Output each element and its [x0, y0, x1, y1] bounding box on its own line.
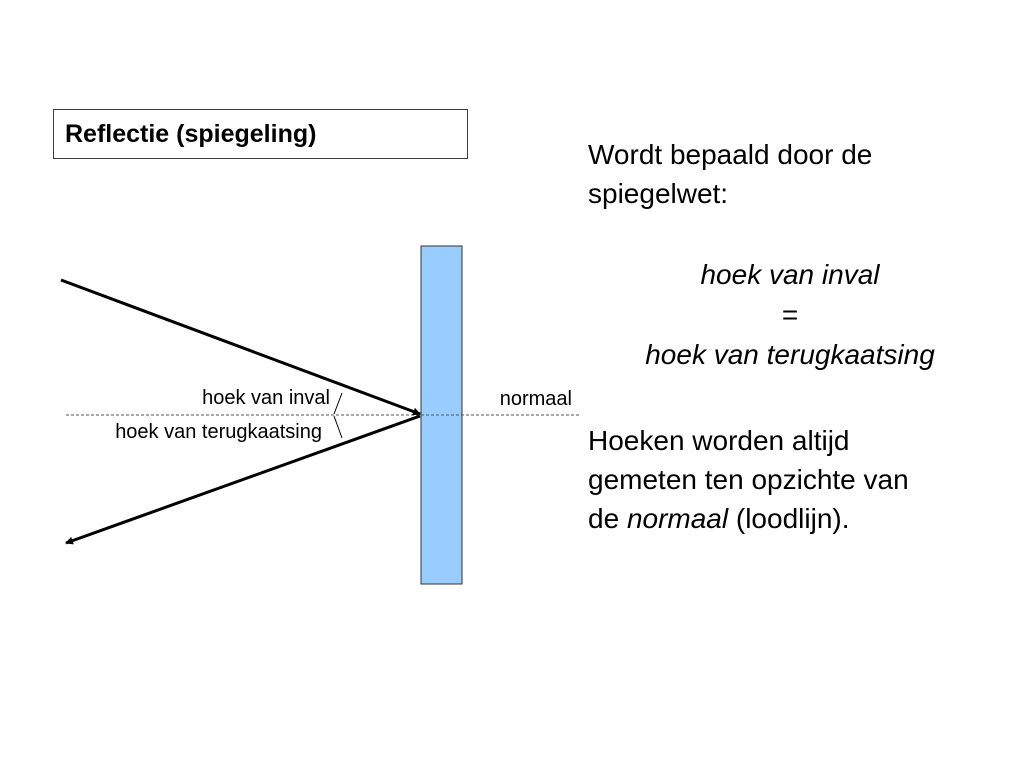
label-incidence: hoek van inval: [202, 387, 330, 409]
label-reflection: hoek van terugkaatsing: [115, 421, 322, 443]
angle-reflection-bracket: [334, 416, 342, 438]
intro-paragraph: [588, 135, 872, 213]
outro-line-3: [588, 499, 909, 538]
intro-line-1: Wordt bepaald door de: [588, 139, 873, 170]
mirror-law-formula: [590, 255, 990, 375]
slide-title: Reflectie (spiegeling): [65, 120, 317, 148]
outro-line-3-pre: de: [588, 503, 627, 534]
label-normal: normaal: [499, 388, 572, 410]
outro-paragraph: [588, 421, 909, 538]
formula-equals: =: [781, 299, 799, 330]
formula-bottom: hoek van terugkaatsing: [645, 339, 935, 370]
outro-line-3-post: (loodlijn).: [728, 503, 850, 534]
outro-line-1: Hoeken worden altijd: [588, 425, 850, 456]
outro-line-3-emphasis: normaal: [626, 503, 729, 534]
formula-top: hoek van inval: [700, 259, 880, 290]
intro-line-2: spiegelwet:: [588, 178, 729, 209]
outro-line-2: gemeten ten opzichte van: [588, 464, 909, 495]
angle-incidence-bracket: [334, 393, 342, 414]
